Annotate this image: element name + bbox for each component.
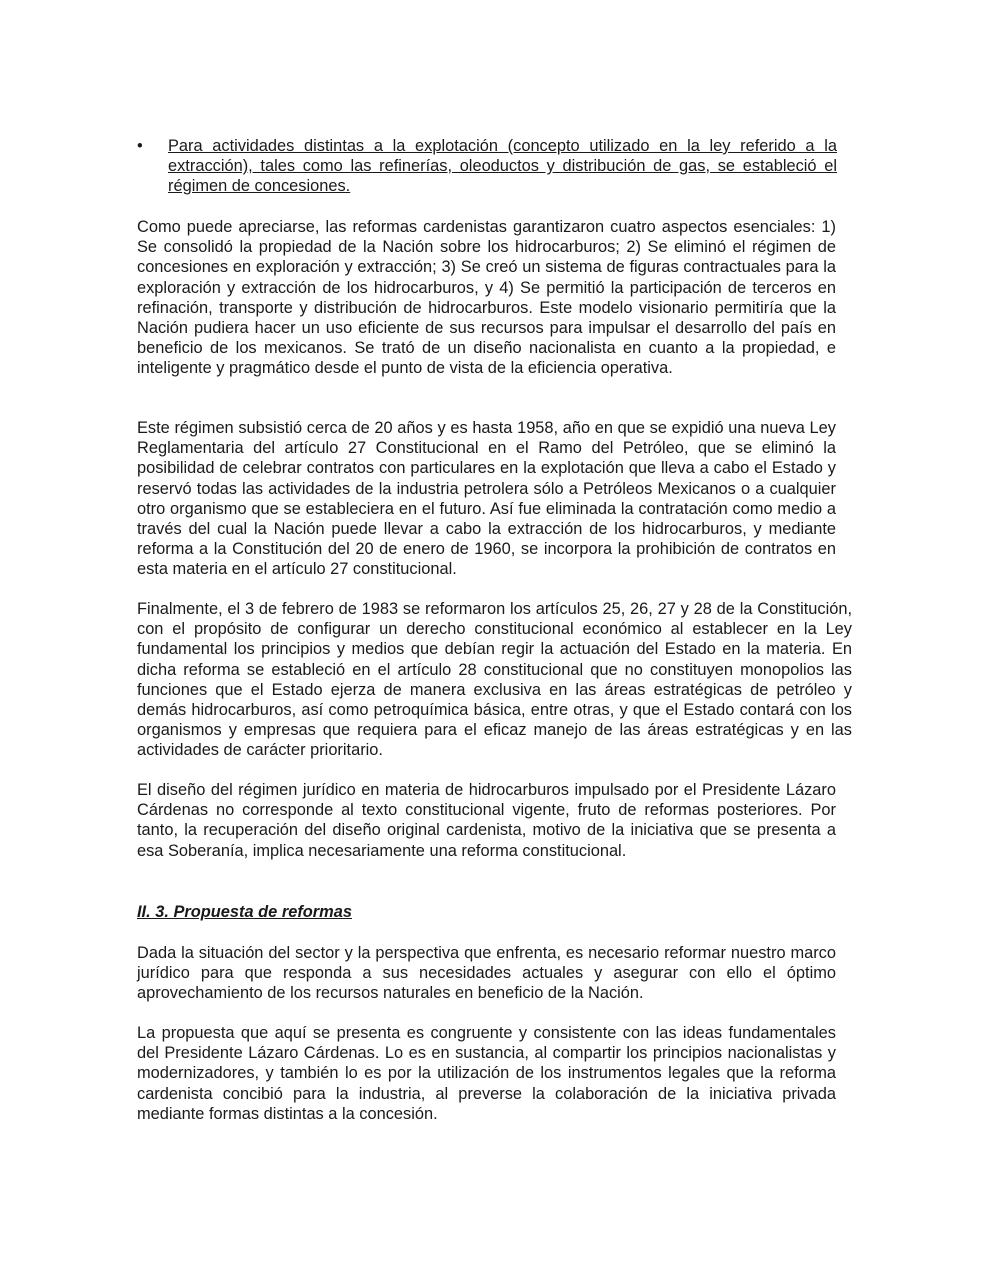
paragraph-regimen-1958: Este régimen subsistió cerca de 20 años y es hasta 1958, año en que se expidió una nueva Ley Reglamentaria del artículo 27 Constitucional en el Ramo del Petróleo, que se eliminó la posibilidad de celebrar contratos con particulares en la explotación que lleva a cabo el Estado y reservó todas las actividades de la industria petrolera sólo a Petróleos Mexicanos o a cualquier otro organismo que se estableciera en el futuro. Así fue eliminada la contratación como medio a través del cual la Nación puede llevar a cabo la extracción de los hidrocarburos, y mediante reforma a la Constitución del 20 de enero de 1960, se incorpora la prohibición de contratos en esta materia en el artículo 27 constitucional. [137, 419, 836, 579]
bullet-text: Para actividades distintas a la explotación (concepto utilizado en la ley referido a la extracción), tales como las refinerías, oleoductos y distribución de gas, se estableció el régimen de concesiones. [168, 137, 837, 196]
bullet-item [137, 136, 837, 197]
section-heading: II. 3. Propuesta de reformas [137, 903, 352, 921]
paragraph-situacion-sector: Dada la situación del sector y la perspectiva que enfrenta, es necesario reformar nuestro marco jurídico para que responda a sus necesidades actuales y asegurar con ello el óptimo aprovechamiento de los recursos naturales en beneficio de la Nación. [137, 944, 836, 1003]
bullet-marker: • [137, 137, 143, 155]
paragraph-reformas-cardenistas: Como puede apreciarse, las reformas cardenistas garantizaron cuatro aspectos esenciales: 1) Se consolidó la propiedad de la Nación sobre los hidrocarburos; 2) Se eliminó el régimen de concesiones en exploración y extracción; 3) Se creó un sistema de figuras contractuales para la exploración y extracción de los hidrocarburos, y 4) Se permitió la participación de terceros en refinación, transporte y distribución de hidrocarburos. Este modelo visionario permitiría que la Nación pudiera hacer un uso eficiente de sus recursos para impulsar el desarrollo del país en beneficio de los mexicanos. Se trató de un diseño nacionalista en cuanto a la propiedad, e inteligente y pragmático desde el punto de vista de la eficiencia operativa. [137, 218, 836, 378]
paragraph-diseno-regimen: El diseño del régimen jurídico en materia de hidrocarburos impulsado por el Presidente Lázaro Cárdenas no corresponde al texto constitucional vigente, fruto de reformas posteriores. Por tanto, la recuperación del diseño original cardenista, motivo de la iniciativa que se presenta a esa Soberanía, implica necesariamente una reforma constitucional. [137, 781, 836, 860]
paragraph-propuesta: La propuesta que aquí se presenta es congruente y consistente con las ideas fundamentales del Presidente Lázaro Cárdenas. Lo es en sustancia, al compartir los principios nacionalistas y modernizadores, y también lo es por la utilización de los instrumentos legales que la reforma cardenista concibió para la industria, al preverse la colaboración de la iniciativa privada mediante formas distintas a la concesión. [137, 1024, 836, 1123]
paragraph-reforma-1983: Finalmente, el 3 de febrero de 1983 se reformaron los artículos 25, 26, 27 y 28 de la Constitución, con el propósito de configurar un derecho constitucional económico al establecer en la Ley fundamental los principios y medios que debían regir la actuación del Estado en la materia. En dicha reforma se estableció en el artículo 28 constitucional que no constituyen monopolios las funciones que el Estado ejerza de manera exclusiva en las áreas estratégicas de petróleo y demás hidrocarburos, así como petroquímica básica, entre otras, y que el Estado contará con los organismos y empresas que requiera para el eficaz manejo de las áreas estratégicas y en las actividades de carácter prioritario. [137, 600, 852, 760]
